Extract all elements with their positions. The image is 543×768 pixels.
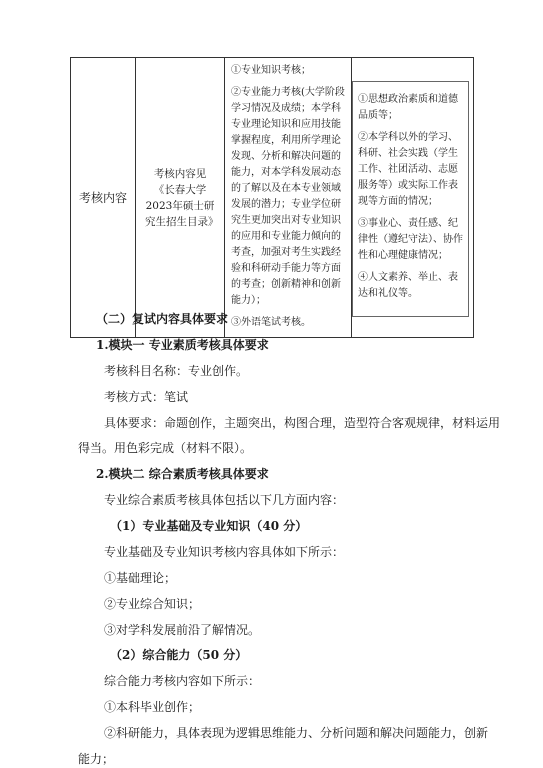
comprehensive-assessment-cell (352, 58, 474, 338)
subject-name: 考核科目名称：专业创作。 (104, 364, 249, 378)
module2-heading: 2.模块二 综合素质考核具体要求 (96, 467, 269, 481)
subsection1-intro: 专业基础及专业知识考核内容具体如下所示： (104, 545, 345, 559)
note-cell (136, 58, 225, 338)
requirement-line-2: 得当。用色彩完成（材料不限）。 (78, 441, 253, 455)
requirement-line-1: 具体要求：命题创作，主题突出，构图合理，造型符合客观规律，材料运用 (104, 416, 501, 430)
list-item: ①专业知识考核； (231, 65, 311, 76)
list-item: ②专业综合知识； (104, 597, 201, 611)
exam-method: 考核方式：笔试 (104, 390, 189, 404)
subsection1-heading: （1）专业基础及专业知识（40 分） (110, 519, 308, 533)
list-item: ②专业能力考核(大学阶段学习情况及成绩；本学科专业理论知识和应用技能掌握程度，利用所学理论发现、分析和解决问题的能力，对本学科发展动态的了解以及在本专业领域发展的潜力；专业学位研究生更加突出对专业知识的应用和专业能力倾向的考查，加强对考生实践经验和科研动手能力等方面的考查；创新精神和创新能力）； (231, 87, 345, 306)
assessment-table (70, 57, 474, 338)
table-row (71, 58, 474, 338)
section-title: （二）复试内容具体要求 (96, 312, 229, 326)
list-item: ②本学科以外的学习、科研、社会实践（学生工作、社团活动、志愿服务等）或实际工作表现等方面的情况； (358, 131, 458, 207)
list-item: ③对学科发展前沿了解情况。 (104, 623, 261, 637)
module1-heading: 1.模块一 专业素质考核具体要求 (96, 338, 269, 352)
catalog-note: 考核内容见《长春大学2023年硕士研究生招生目录》 (145, 167, 219, 228)
list-item: ②科研能力，具体表现为逻辑思维能力、分析问题和解决问题能力，创新 (104, 726, 489, 740)
list-item-continuation: 能力； (78, 752, 115, 766)
list-item: ③事业心、责任感、纪律性（遵纪守法）、协作性和心理健康情况； (358, 217, 463, 261)
row-label-cell (71, 58, 136, 338)
list-item: ①思想政治素质和道德品质等； (358, 93, 458, 121)
row-label: 考核内容 (78, 191, 127, 205)
module2-intro: 专业综合素质考核具体包括以下几方面内容： (104, 493, 345, 507)
professional-assessment-cell (225, 58, 352, 338)
list-item: ③外语笔试考核。 (231, 317, 311, 328)
list-item: ①基础理论； (104, 571, 177, 585)
comprehensive-box (352, 81, 469, 317)
list-item: ④人文素养、举止、表达和礼仪等。 (358, 271, 458, 299)
subsection2-intro: 综合能力考核内容如下所示： (104, 674, 261, 688)
subsection2-heading: （2）综合能力（50 分） (110, 648, 248, 662)
list-item: ①本科毕业创作； (104, 700, 201, 714)
